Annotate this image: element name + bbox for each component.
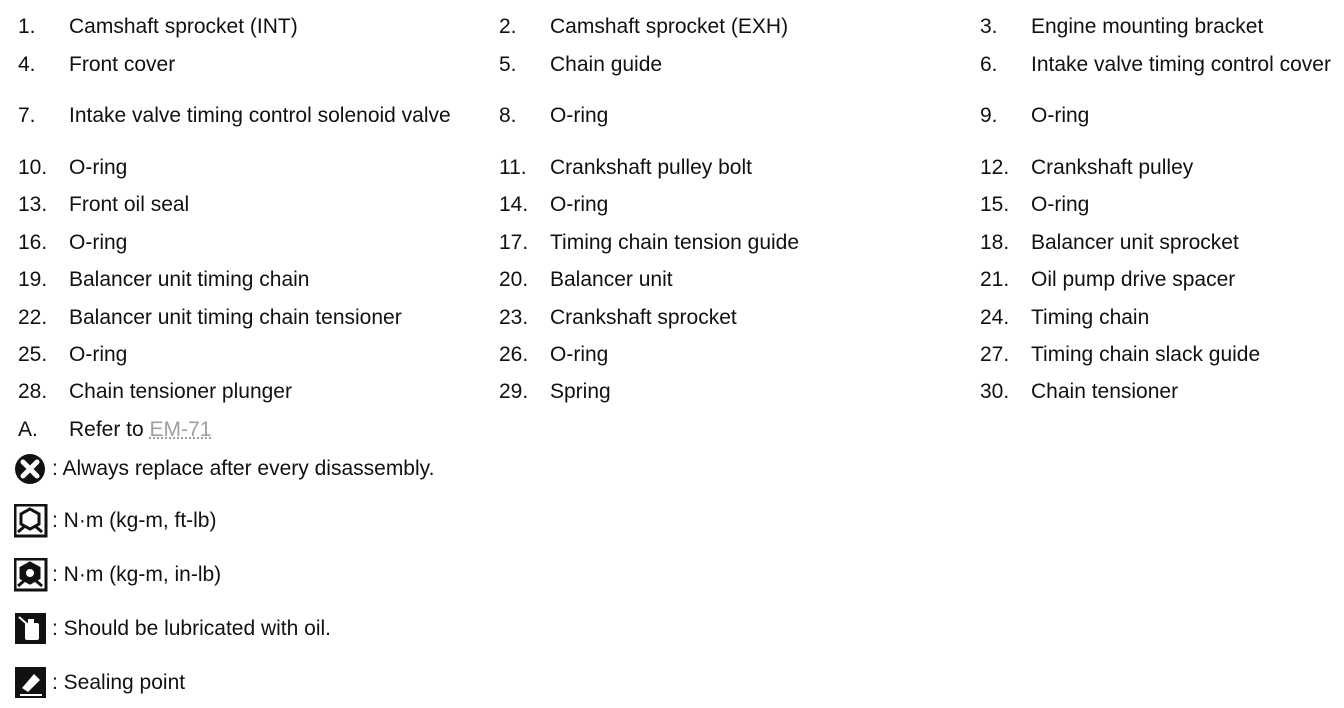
part-number: 11. <box>499 155 527 179</box>
part-number: 20. <box>499 268 529 292</box>
part-number: 13. <box>18 193 48 217</box>
part-name: O-ring <box>1031 193 1090 217</box>
part-number: 3. <box>980 15 998 39</box>
part-name: Camshaft sprocket (EXH) <box>550 15 789 39</box>
part-number: 8. <box>499 104 517 128</box>
parts-row <box>0 336 1344 373</box>
reference-letter: A. <box>18 417 38 441</box>
part-name: Crankshaft sprocket <box>550 305 737 329</box>
parts-row <box>0 8 1344 45</box>
part-name: Chain guide <box>550 52 663 76</box>
reference-text <box>69 411 481 448</box>
part-name: O-ring <box>1031 104 1090 128</box>
part-name: Intake valve timing control cover <box>1031 52 1331 76</box>
part-name: O-ring <box>69 230 128 254</box>
part-name: Front oil seal <box>69 193 190 217</box>
part-name: Intake valve timing control solenoid valve <box>69 104 451 128</box>
part-number: 27. <box>980 342 1010 366</box>
part-name: O-ring <box>69 342 128 366</box>
symbol-replace-row <box>14 452 434 486</box>
parts-row <box>0 45 1344 82</box>
symbol-lubricate-row <box>14 612 331 646</box>
symbol-replace-text: : Always replace after every disassembly. <box>52 457 435 480</box>
part-number: 4. <box>18 52 36 76</box>
part-name: Balancer unit timing chain <box>69 268 310 292</box>
parts-row <box>0 149 1344 186</box>
part-number: 21. <box>980 268 1010 292</box>
symbol-sealing-text: : Sealing point <box>52 671 186 694</box>
part-name: Spring <box>550 380 611 404</box>
symbol-torque-ftlb-row <box>14 504 216 538</box>
part-name: Balancer unit <box>550 268 673 292</box>
symbol-sealing-row <box>14 666 185 700</box>
symbol-lubricate-text: : Should be lubricated with oil. <box>52 617 331 640</box>
part-number: 18. <box>980 230 1010 254</box>
parts-row <box>0 186 1344 223</box>
part-number: 24. <box>980 305 1010 329</box>
reference-prefix: Refer to <box>69 417 150 441</box>
part-name: Balancer unit timing chain tensioner <box>69 305 402 329</box>
part-number: 26. <box>499 342 529 366</box>
reference-row <box>0 411 1344 448</box>
part-name: Oil pump drive spacer <box>1031 268 1236 292</box>
symbol-torque-inlb-row <box>14 558 221 592</box>
part-number: 5. <box>499 52 517 76</box>
part-number: 16. <box>18 230 48 254</box>
part-number: 23. <box>499 305 529 329</box>
part-name: Timing chain slack guide <box>1031 342 1261 366</box>
part-number: 15. <box>980 193 1010 217</box>
torque-wrench-inlb-icon <box>14 558 48 592</box>
part-number: 25. <box>18 342 48 366</box>
reference-link-em71[interactable]: EM-71 <box>149 417 212 441</box>
part-name: O-ring <box>550 193 609 217</box>
part-name: Front cover <box>69 52 176 76</box>
parts-row <box>0 224 1344 261</box>
part-name: Engine mounting bracket <box>1031 15 1264 39</box>
oil-can-icon <box>14 612 48 646</box>
part-name: Crankshaft pulley bolt <box>550 155 752 179</box>
part-number: 30. <box>980 380 1010 404</box>
part-number: 1. <box>18 15 36 39</box>
part-number: 14. <box>499 193 529 217</box>
part-number: 17. <box>499 230 529 254</box>
parts-list-table <box>0 8 1344 448</box>
part-name: Timing chain tension guide <box>550 230 800 254</box>
part-number: 12. <box>980 155 1010 179</box>
torque-wrench-ftlb-icon <box>14 504 48 538</box>
x-circle-replace-icon <box>14 452 48 486</box>
part-name: Timing chain <box>1031 305 1150 329</box>
part-name: Camshaft sprocket (INT) <box>69 15 298 39</box>
part-number: 7. <box>18 104 36 128</box>
part-number: 10. <box>18 155 48 179</box>
parts-row <box>0 373 1344 410</box>
part-name: O-ring <box>69 155 128 179</box>
part-number: 28. <box>18 380 48 404</box>
parts-row <box>0 261 1344 298</box>
part-number: 22. <box>18 305 48 329</box>
part-name: Crankshaft pulley <box>1031 155 1194 179</box>
part-name: Chain tensioner plunger <box>69 380 292 404</box>
part-number: 6. <box>980 52 998 76</box>
part-name: Chain tensioner <box>1031 380 1179 404</box>
sealant-tube-icon <box>14 666 48 700</box>
parts-row <box>0 298 1344 335</box>
part-number: 9. <box>980 104 998 128</box>
part-name: O-ring <box>550 104 609 128</box>
part-number: 29. <box>499 380 529 404</box>
part-name: Balancer unit sprocket <box>1031 230 1239 254</box>
symbol-torque-inlb-text: : N·m (kg-m, in-lb) <box>52 563 222 586</box>
part-number: 2. <box>499 15 517 39</box>
parts-row <box>0 83 1344 149</box>
part-number: 19. <box>18 268 48 292</box>
part-name: O-ring <box>550 342 609 366</box>
symbol-torque-ftlb-text: : N·m (kg-m, ft-lb) <box>52 509 217 532</box>
